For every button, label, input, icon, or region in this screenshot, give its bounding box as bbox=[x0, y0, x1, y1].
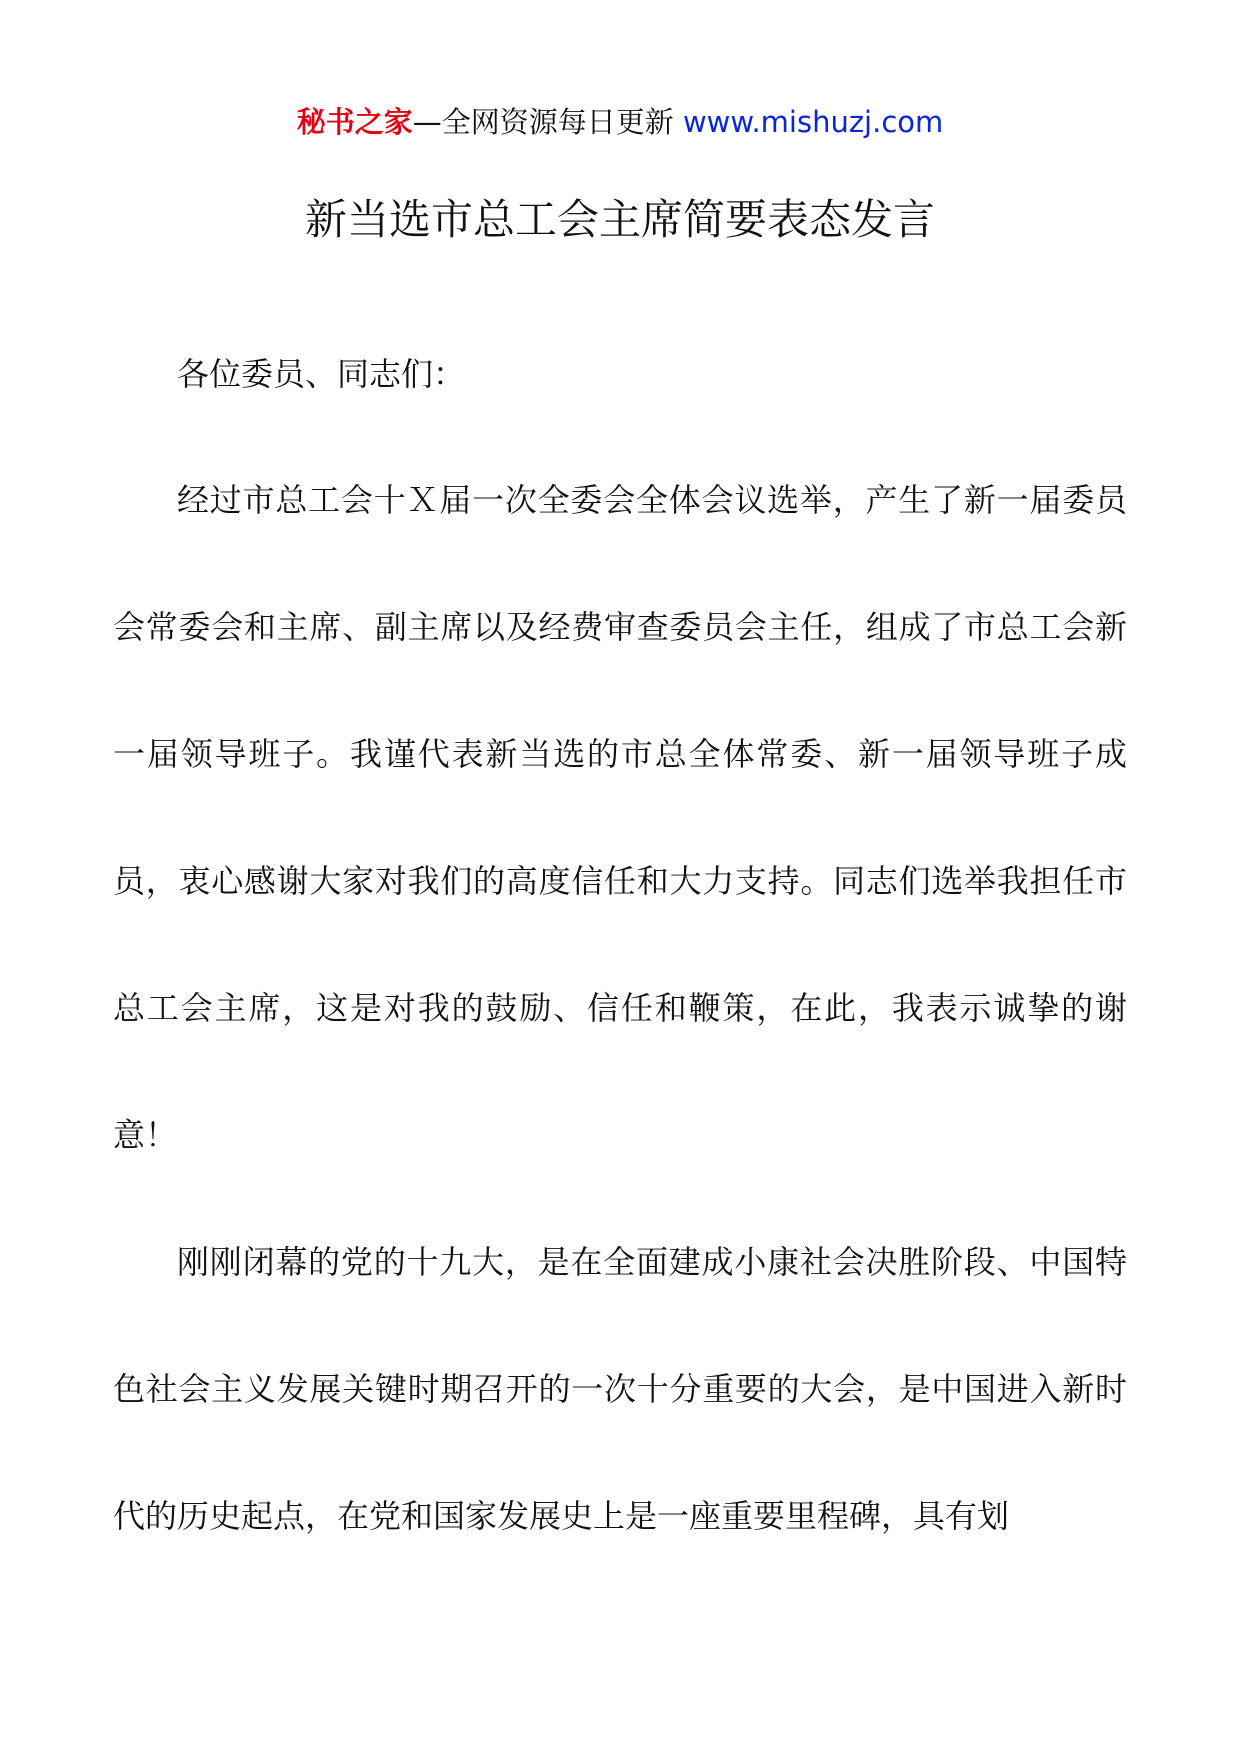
paragraph-1: 经过市总工会十Ｘ届一次全委会全体会议选举，产生了新一届委员会常委会和主席、副主席以及经费审查委员会主任，组成了市总工会新一届领导班子。我谨代表新当选的市总全体常委、新一届领导班子成员，衷心感谢大家对我们的高度信任和大力支持。同志们选举我担任市总工会主席，这是对我的鼓励、信任和鞭策，在此，我表示诚挚的谢意！ bbox=[113, 481, 1127, 1154]
salutation: 各位委员、同志们： bbox=[177, 355, 466, 393]
document-title: 新当选市总工会主席简要表态发言 bbox=[304, 195, 935, 244]
paragraph-2: 刚刚闭幕的党的十九大，是在全面建成小康社会决胜阶段、中国特色社会主义发展关键时期召开的一次十分重要的大会，是中国进入新时代的历史起点，在党和国家发展史上是一座重要里程碑，具有划 bbox=[113, 1243, 1127, 1535]
document-body bbox=[113, 350, 1127, 1580]
brand-name: 秘书之家 bbox=[296, 105, 413, 139]
header-tagline: —全网资源每日更新 bbox=[412, 105, 674, 139]
site-url-link[interactable]: www.mishuzj.com bbox=[682, 105, 944, 139]
site-header bbox=[0, 100, 1240, 144]
